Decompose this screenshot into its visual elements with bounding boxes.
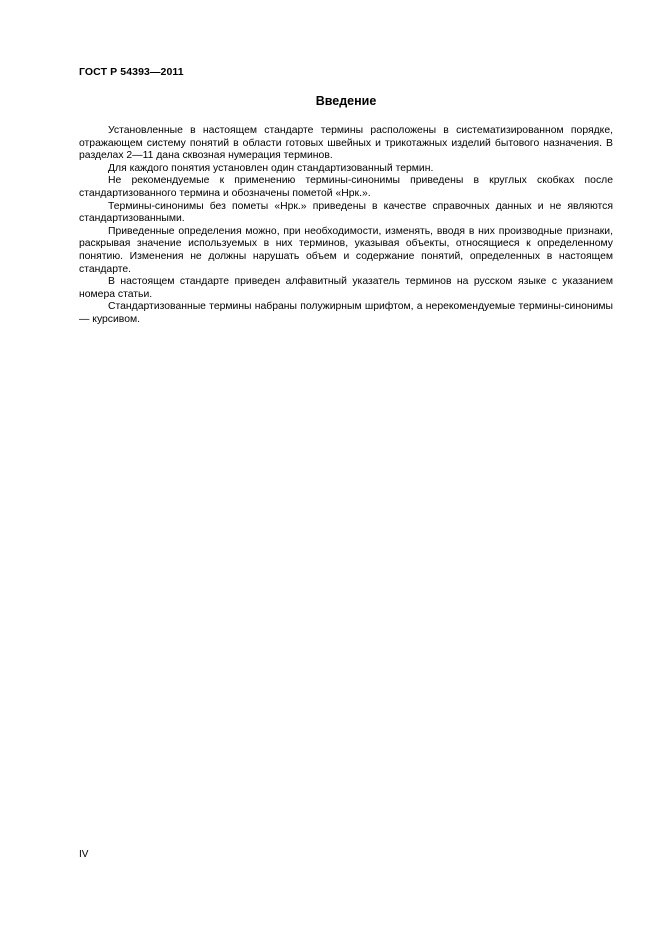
document-code: ГОСТ Р 54393—2011 bbox=[79, 66, 184, 78]
paragraph: Для каждого понятия установлен один стандартизованный термин. bbox=[108, 162, 434, 174]
paragraph-last: Стандартизованные термины набраны полужирным шрифтом, а нерекомендуемые термины-синонимы — курсивом. bbox=[79, 301, 613, 325]
page-number: IV bbox=[79, 849, 89, 860]
paragraph: Термины-синонимы без пометы «Нрк.» приведены в качестве справочных данных и не являются стандартизованными. bbox=[79, 200, 613, 225]
paragraph: Не рекомендуемые к применению термины-синонимы приведены в круглых скобках после стандартизованного термина и обозначены пометой «Нрк.». bbox=[79, 175, 613, 199]
body-text bbox=[79, 125, 613, 327]
paragraph: Установленные в настоящем стандарте термины расположены в систематизированном порядке, отражающем систему понятий в области готовых швейных и трикотажных изделий бытового назначения. В разделах 2—11 дана сквозная нумерация терминов. bbox=[79, 125, 613, 162]
paragraph: Приведенные определения можно, при необходимости, изменять, вводя в них производные признаки, раскрывая значение используемых в них терминов, указывая объекты, относящиеся к определенному понятию. Изменения не должны нарушать объем и содержание понятий, определенных в настоящем стандарте. bbox=[79, 225, 613, 275]
section-title: Введение bbox=[315, 94, 377, 108]
paragraph: В настоящем стандарте приведен алфавитный указатель терминов на русском языке с указанием номера статьи. bbox=[79, 276, 613, 300]
